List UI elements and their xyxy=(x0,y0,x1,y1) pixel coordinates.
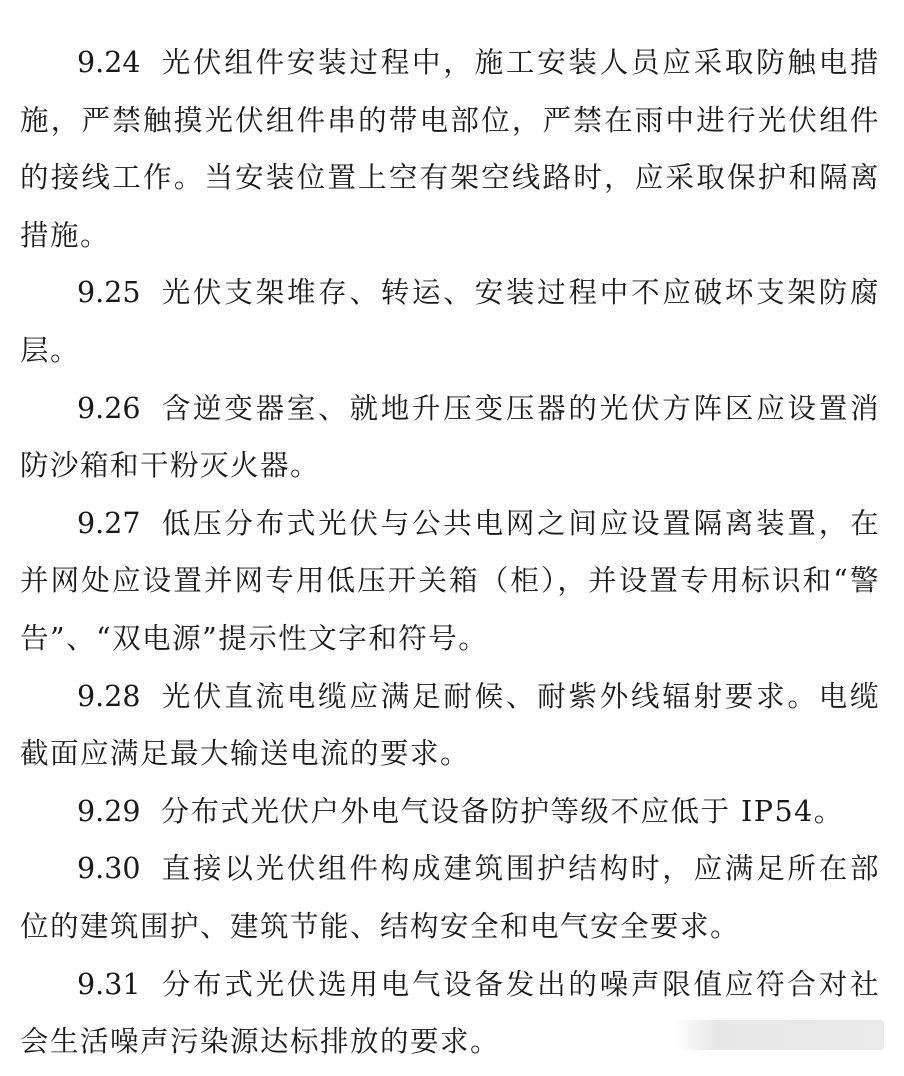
clause-9-24 xyxy=(20,34,880,264)
clause-number: 9.31 xyxy=(77,967,141,1001)
clause-text: 分布式光伏户外电气设备防护等级不应低于 IP54。 xyxy=(160,794,844,828)
clause-number: 9.26 xyxy=(77,391,141,425)
clause-text: 含逆变器室、就地升压变压器的光伏方阵区应设置消防沙箱和干粉灭火器。 xyxy=(20,391,880,483)
clause-9-28 xyxy=(20,668,880,783)
clause-text: 光伏直流电缆应满足耐候、耐紫外线辐射要求。电缆截面应满足最大输送电流的要求。 xyxy=(20,679,880,771)
clause-text: 低压分布式光伏与公共电网之间应设置隔离装置，在并网处应设置并网专用低压开关箱（柜），并设置专用标识和“警告”、“双电源”提示性文字和符号。 xyxy=(20,506,880,655)
clause-text: 光伏组件安装过程中，施工安装人员应采取防触电措施，严禁触摸光伏组件串的带电部位，严禁在雨中进行光伏组件的接线工作。当安装位置上空有架空线路时，应采取保护和隔离措施。 xyxy=(20,46,880,252)
document-body xyxy=(20,34,880,1071)
clause-9-31 xyxy=(20,956,880,1071)
clause-text: 分布式光伏选用电气设备发出的噪声限值应符合对社会生活噪声污染源达标排放的要求。 xyxy=(20,967,880,1059)
clause-9-27 xyxy=(20,495,880,668)
clause-number: 9.25 xyxy=(77,276,141,310)
watermark xyxy=(674,1020,884,1050)
clause-number: 9.28 xyxy=(77,679,141,713)
clause-number: 9.29 xyxy=(77,794,141,828)
clause-number: 9.30 xyxy=(77,852,141,886)
clause-number: 9.24 xyxy=(77,46,141,79)
clause-9-26 xyxy=(20,380,880,495)
clause-9-25 xyxy=(20,264,880,379)
clause-9-29 xyxy=(20,783,880,841)
clause-9-30 xyxy=(20,840,880,955)
clause-text: 直接以光伏组件构成建筑围护结构时，应满足所在部位的建筑围护、建筑节能、结构安全和电气安全要求。 xyxy=(20,852,880,943)
clause-text: 光伏支架堆存、转运、安装过程中不应破坏支架防腐层。 xyxy=(20,276,880,367)
clause-number: 9.27 xyxy=(77,506,141,540)
